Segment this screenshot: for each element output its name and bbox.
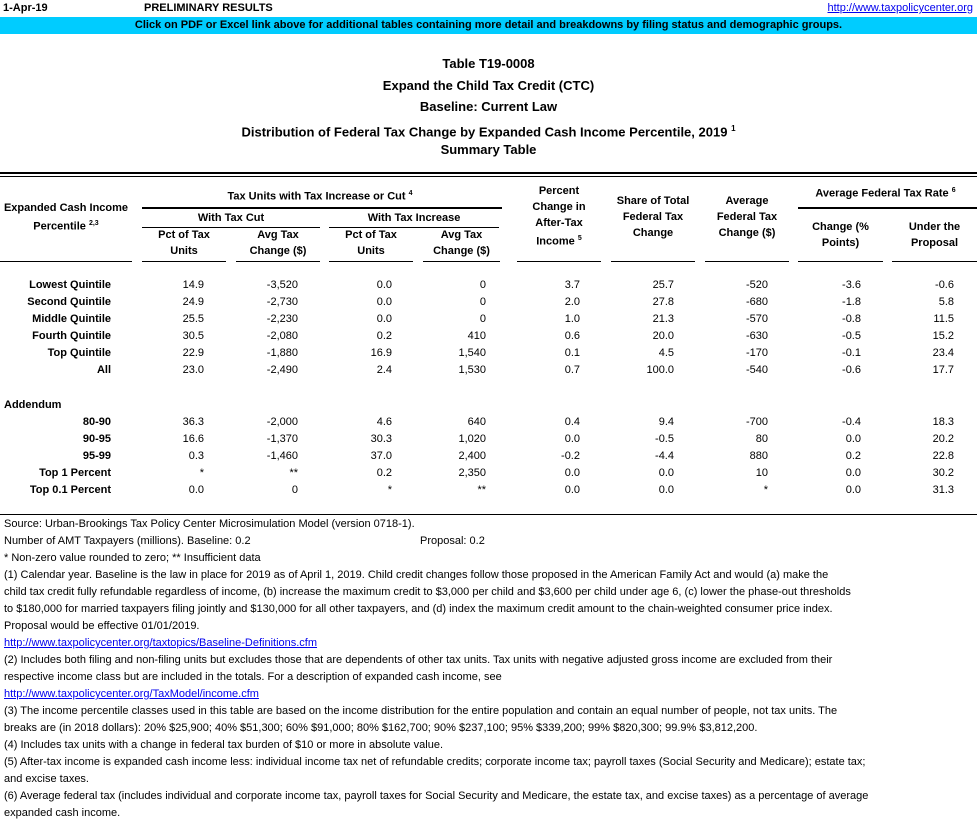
note-6: expanded cash income. [4, 807, 121, 819]
table-row: Fourth Quintile 30.5 -2,080 0.2 410 0.6 20.0 -630 -0.5 15.2 [32, 330, 954, 342]
report-date: 1-Apr-19 [3, 2, 48, 14]
note-1: (1) Calendar year. Baseline is the law in place for 2019 as of April 1, 2019. Child credit changes follow those proposed in the American Family Act and would (a) make the [4, 569, 829, 581]
table-subtitle: Distribution of Federal Tax Change by Expanded Cash Income Percentile, 2019 $^1$ [241, 123, 736, 139]
rule [142, 207, 502, 209]
source-note: Source: Urban-Brookings Tax Policy Center Microsimulation Model (version 0718-1). [4, 518, 415, 530]
rule [611, 261, 695, 262]
note-5: (5) After-tax income is expanded cash income less: individual income tax net of refundable credits; corporate income tax; payroll taxes (Social Security and Medicare); estate tax; [4, 756, 866, 768]
rule [236, 261, 320, 262]
note-1: child tax credit fully refundable regardless of income, (b) increase the maximum credit to $3,000 per child and $3,600 per child under age 6, (c) lower the phase-out thresholds [4, 586, 851, 598]
table-row: 90-95 16.6 -1,370 30.3 1,020 0.0 -0.5 80 0.0 20.2 [82, 433, 954, 445]
subgroup-header-tax-cut: With Tax Cut [197, 212, 265, 224]
table-baseline: Baseline: Current Law [419, 99, 558, 114]
top-bar [0, 0, 977, 16]
col-header-after-tax: Percent Change in After-Tax Income $^5$ [532, 185, 586, 248]
amt-note: Number of AMT Taxpayers (millions). Baseline: 0.2 Proposal: 0.2 [4, 535, 485, 547]
table-title: Expand the Child Tax Credit (CTC) [382, 77, 595, 93]
table-bottom-rule [0, 514, 977, 515]
table-titles [0, 53, 977, 161]
note-1: Proposal would be effective 01/01/2019. [4, 620, 200, 632]
rule [798, 207, 977, 209]
col-header-rate-under: Under the Proposal [908, 221, 961, 249]
col-header-percentile: Expanded Cash Income Percentile $^{2,3}$ [3, 202, 129, 233]
preliminary-label: PRELIMINARY RESULTS [144, 2, 273, 14]
group-header-tax-units: Tax Units with Tax Increase or Cut $^4$ [227, 190, 413, 203]
note-2: respective income class but are included in the totals. For a description of expanded cash income, see [4, 671, 502, 683]
rule [0, 261, 132, 262]
note-2: (2) Includes both filing and non-filing units but excludes those that are dependents of other tax units. Tax units with negative adjusted gross income are excluded from their [4, 654, 833, 666]
col-header-cut-pct: Pct of Tax Units [158, 229, 210, 257]
table-row: 80-90 36.3 -2,000 4.6 640 0.4 9.4 -700 -0.4 18.3 [82, 416, 954, 428]
col-header-rate-change: Change (% Points) [812, 221, 869, 249]
table-row: Lowest Quintile 14.9 -3,520 0.0 0 3.7 25.7 -520 -3.6 -0.6 [29, 279, 954, 291]
col-header-inc-pct: Pct of Tax Units [345, 229, 397, 257]
table-row: Top Quintile 22.9 -1,880 16.9 1,540 0.1 4.5 -170 -0.1 23.4 [47, 347, 954, 359]
rule [423, 261, 500, 262]
note-4: (4) Includes tax units with a change in federal tax burden of $10 or more in absolute value. [4, 739, 444, 751]
rule [142, 261, 226, 262]
note-5: and excise taxes. [4, 773, 89, 785]
rule [329, 261, 413, 262]
table-row-all: All 23.0 -2,490 2.4 1,530 0.7 100.0 -540 -0.6 17.7 [96, 364, 954, 376]
footnotes [4, 516, 976, 822]
addendum-label: Addendum [4, 399, 62, 411]
table-summary-label: Summary Table [440, 142, 537, 157]
col-header-inc-avg: Avg Tax Change ($) [433, 229, 490, 257]
rule [892, 261, 977, 262]
baseline-definitions-link[interactable]: http://www.taxpolicycenter.org/taxtopics/Baseline-Definitions.cfm [4, 637, 318, 649]
col-header-avg-fed-change: Average Federal Tax Change ($) [716, 195, 778, 239]
table-row: Second Quintile 24.9 -2,730 0.0 0 2.0 27.8 -680 -1.8 5.8 [27, 296, 954, 308]
note-1: to $180,000 for married taxpayers filing jointly and $130,000 for all other taxpayers, and (d) index the maximum credit amount to the chain-weighted consumer price index. [4, 603, 833, 615]
header-top-rule [0, 172, 977, 177]
note-3: breaks are (in 2018 dollars): 20% $25,900; 40% $51,300; 60% $91,000; 80% $162,700; 90% $237,100; 95% $339,200; 99% $820,300; 99.9% $3,812,200. [4, 722, 758, 734]
note-6: (6) Average federal tax (includes individual and corporate income tax, payroll taxes for Social Security and Medicare, the estate tax, and excise taxes) as a percentage of average [4, 790, 869, 802]
income-definition-link[interactable]: http://www.taxpolicycenter.org/TaxModel/income.cfm [4, 688, 259, 700]
table-row: Top 0.1 Percent 0.0 0 * ** 0.0 0.0 * 0.0 31.3 [29, 484, 954, 496]
rule [798, 261, 883, 262]
table-row: Middle Quintile 25.5 -2,230 0.0 0 1.0 21.3 -570 -0.8 11.5 [32, 313, 954, 325]
table-id: Table T19-0008 [442, 56, 535, 71]
info-banner: Click on PDF or Excel link above for additional tables containing more detail and breakdowns by filing status and demographic groups. [0, 17, 977, 34]
table-row: Top 1 Percent * ** 0.2 2,350 0.0 0.0 10 0.0 30.2 [39, 467, 954, 479]
subgroup-header-tax-increase: With Tax Increase [367, 212, 461, 224]
tpc-site-link[interactable]: http://www.taxpolicycenter.org [827, 2, 973, 14]
rule [705, 261, 789, 262]
note-3: (3) The income percentile classes used in this table are based on the income distribution for the entire population and contain an equal number of people, not tax units. The [4, 705, 838, 717]
table-row: 95-99 0.3 -1,460 37.0 2,400 -0.2 -4.4 880 0.2 22.8 [82, 450, 954, 462]
col-header-share: Share of Total Federal Tax Change [616, 195, 690, 239]
rule [517, 261, 601, 262]
symbol-legend: * Non-zero value rounded to zero; ** Insufficient data [4, 552, 261, 564]
col-header-cut-avg: Avg Tax Change ($) [249, 229, 307, 257]
group-header-tax-rate: Average Federal Tax Rate $^6$ [815, 187, 956, 200]
